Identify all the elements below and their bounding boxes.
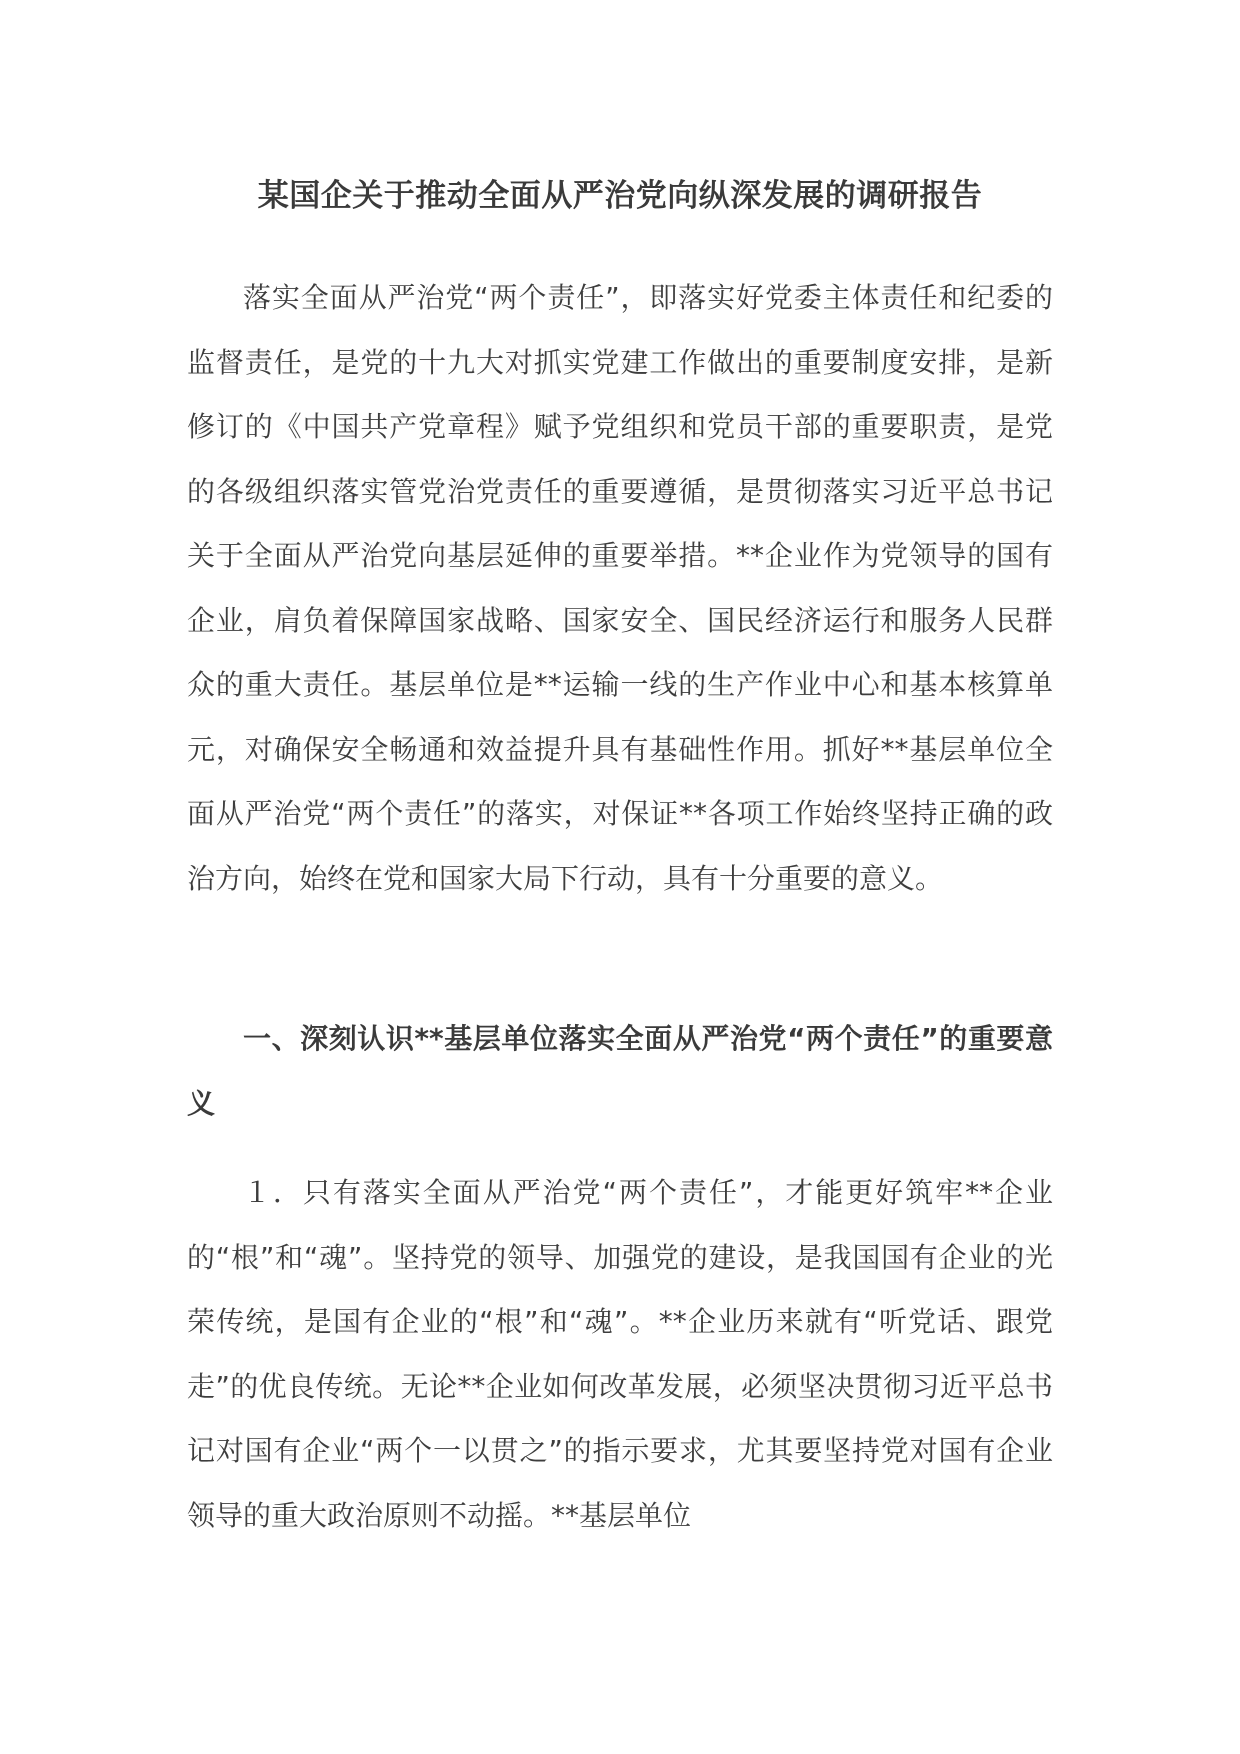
- section-paragraph: １．只有落实全面从严治党“两个责任”，才能更好筑牢**企业的“根”和“魂”。坚持党的领导、加强党的建设，是我国国有企业的光荣传统，是国有企业的“根”和“魂”。**企业历来就有“听党话、跟党走”的优良传统。无论**企业如何改革发展，必须坚决贯彻习近平总书记对国有企业“两个一以贯之”的指示要求，尤其要坚持党对国有企业领导的重大政治原则不动摇。**基层单位: [187, 1176, 1053, 1532]
- intro-paragraph: 落实全面从严治党“两个责任”，即落实好党委主体责任和纪委的监督责任，是党的十九大对抓实党建工作做出的重要制度安排，是新修订的《中国共产党章程》赋予党组织和党员干部的重要职责，是党的各级组织落实管党治党责任的重要遵循，是贯彻落实习近平总书记关于全面从严治党向基层延伸的重要举措。**企业作为党领导的国有企业，肩负着保障国家战略、国家安全、国民经济运行和服务人民群众的重大责任。基层单位是**运输一线的生产作业中心和基本核算单元，对确保安全畅通和效益提升具有基础性作用。抓好**基层单位全面从严治党“两个责任”的落实，对保证**各项工作始终坚持正确的政治方向，始终在党和国家大局下行动，具有十分重要的意义。: [187, 281, 1053, 895]
- document-title: 某国企关于推动全面从严治党向纵深发展的调研报告: [257, 178, 983, 214]
- section-heading: 一、深刻认识**基层单位落实全面从严治党“两个责任”的重要意义: [187, 1022, 1053, 1120]
